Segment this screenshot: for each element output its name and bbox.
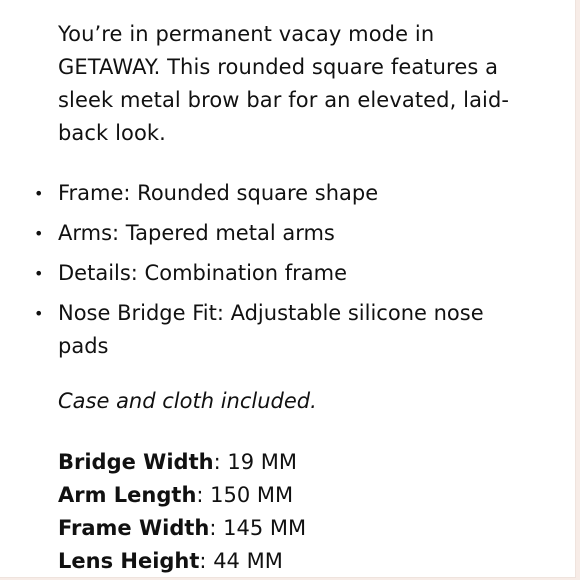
spec-separator: : xyxy=(209,516,224,540)
feature-item-arms xyxy=(34,217,528,250)
spec-label: Bridge Width xyxy=(58,450,214,474)
product-details-content xyxy=(34,18,528,578)
spec-label: Lens Height xyxy=(58,549,200,573)
spec-row-frame-width xyxy=(58,512,528,545)
bullet-icon: • xyxy=(34,184,44,203)
product-description: You’re in permanent vacay mode in GETAWAY. This rounded square features a sleek metal brow bar for an elevated, laid-back look. xyxy=(58,22,510,145)
bullet-icon: • xyxy=(34,264,44,283)
feature-item-nose-bridge xyxy=(34,297,528,363)
bullet-icon: • xyxy=(34,224,44,243)
feature-text: Details: Combination frame xyxy=(58,261,348,285)
feature-item-frame xyxy=(34,177,528,210)
spec-value: 150 MM xyxy=(210,483,294,507)
feature-text: Nose Bridge Fit: Adjustable silicone nose pads xyxy=(58,301,484,358)
feature-list xyxy=(34,177,528,363)
spec-row-lens-height xyxy=(58,545,528,578)
spec-separator: : xyxy=(199,549,214,573)
spec-row-bridge-width xyxy=(58,446,528,479)
feature-text: Frame: Rounded square shape xyxy=(58,181,379,205)
bullet-icon: • xyxy=(34,304,44,323)
included-note: Case and cloth included. xyxy=(58,389,317,413)
spec-separator: : xyxy=(213,450,228,474)
spec-label: Arm Length xyxy=(58,483,197,507)
spec-separator: : xyxy=(196,483,211,507)
spec-row-arm-length xyxy=(58,479,528,512)
feature-text: Arms: Tapered metal arms xyxy=(58,221,335,245)
spec-value: 44 MM xyxy=(213,549,283,573)
feature-item-details xyxy=(34,257,528,290)
spec-label: Frame Width xyxy=(58,516,210,540)
spec-list xyxy=(58,446,528,578)
spec-value: 145 MM xyxy=(223,516,307,540)
spec-value: 19 MM xyxy=(227,450,297,474)
